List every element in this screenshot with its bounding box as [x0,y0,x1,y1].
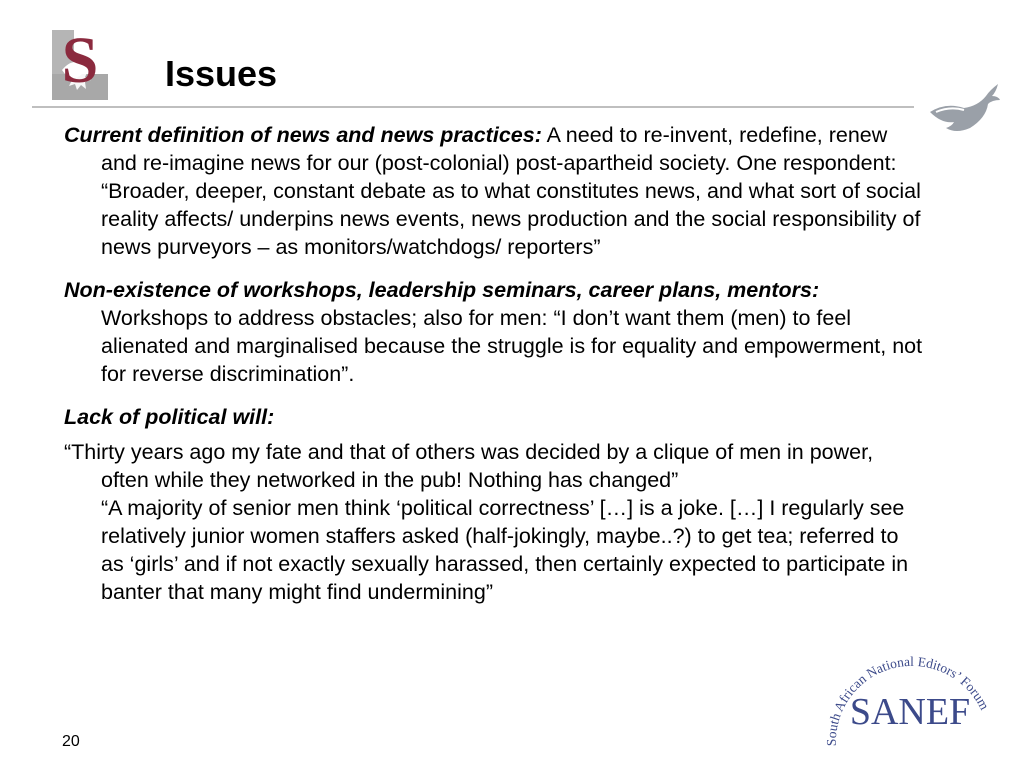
paragraph-text: Workshops to address obstacles; also for men: “I don’t want them (men) to feel alienated and marginalised because the struggle is for equality and empowerment, not for reverse discrimination”. [101,306,923,386]
swoosh-icon [928,82,1002,134]
paragraph-political-will [64,403,924,431]
paragraph-text: A need to re-invent, redefine, renew and re-imagine news for our (post-colonial) post-apartheid society. One respondent: “Broader, deeper, constant debate as to what constitutes news, and what sort of social reality affects/ underpins news events, news production and the social responsibility of news purveyors – as monitors/watchdogs/ reporters” [101,123,921,259]
paragraph-news-definition [64,121,924,261]
slide-title: Issues [165,53,278,94]
svg-text:SANEF: SANEF [849,691,971,733]
title-divider [32,106,914,108]
svg-text:South African National Editors: South African National Editors’ Forum [823,653,993,747]
paragraph-label: Non-existence of workshops, leadership seminars, career plans, mentors: [64,278,820,302]
quote-thirty-years: “Thirty years ago my fate and that of others was decided by a clique of men in power, often while they networked in the pub! Nothing has changed” [64,440,874,492]
quote-senior-men: “A majority of senior men think ‘political correctness’ […] is a joke. […] I regularly see relatively junior women staffers asked (half-jokingly, maybe..?) to get tea; referred to as ‘girls’ and if not exactly sexually harassed, then certainly expected to participate in banter that many might find undermining” [101,496,909,604]
page-number: 20 [62,733,80,750]
paragraph-workshops [64,276,924,388]
paragraph-label: Lack of political will: [64,405,275,429]
university-logo [52,30,108,100]
slide-body [64,121,924,606]
sanef-logo [822,638,998,750]
paragraph-label: Current definition of news and news practices: [64,123,542,147]
svg-text:S: S [61,30,99,97]
